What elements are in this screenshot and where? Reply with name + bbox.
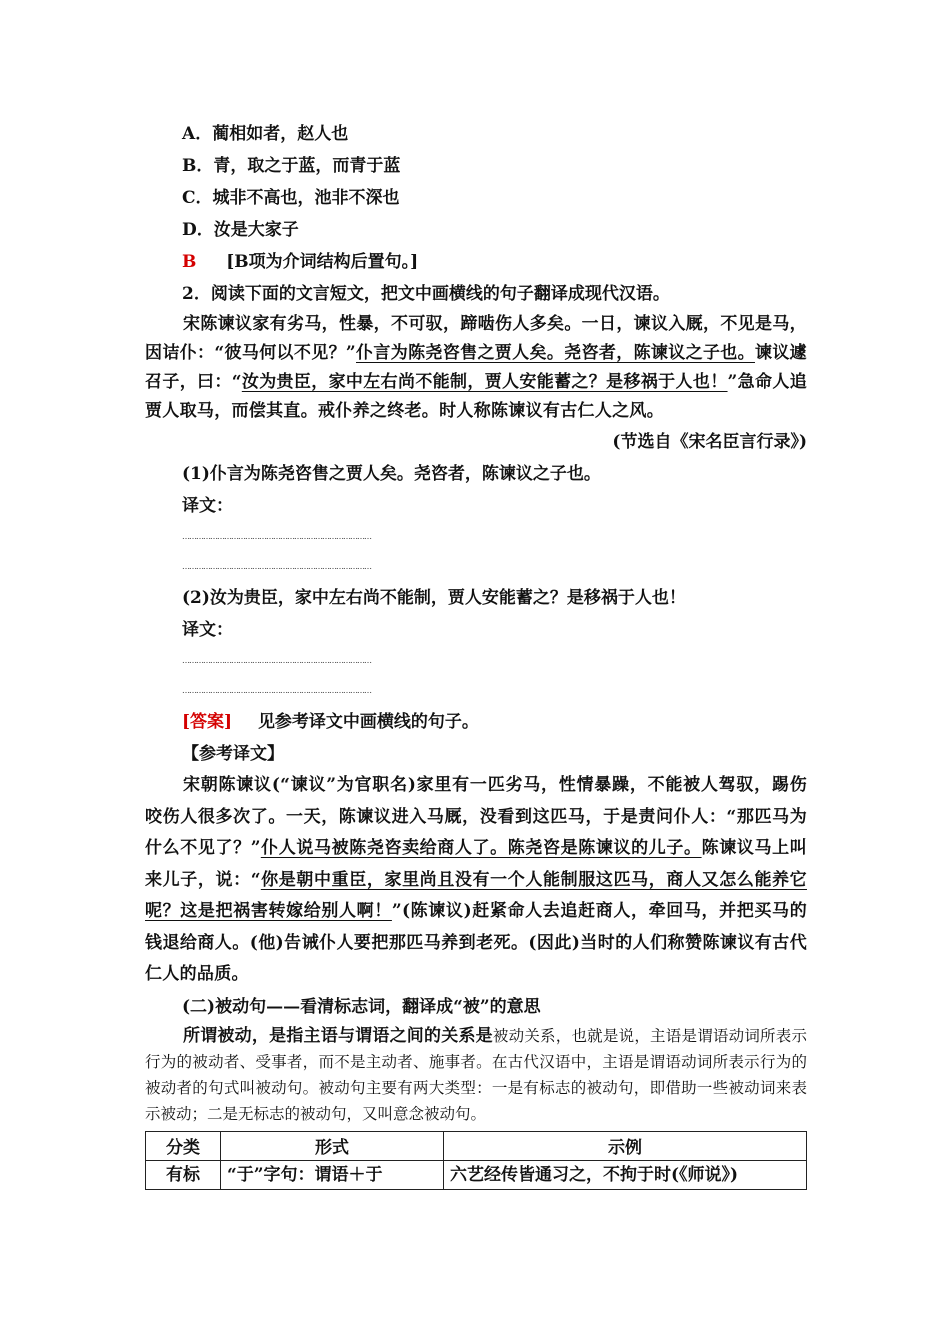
classical-passage (145, 310, 807, 426)
table-row (146, 1160, 807, 1189)
answer-line-2b: ……………………………………………………………………… (182, 686, 371, 695)
table-cell-example: 六艺经传皆通习之，不拘于时(《师说》) (444, 1160, 807, 1189)
answer-explanation: [B项为介词结构后置句。] (226, 252, 419, 272)
reference-title: 【参考译文】 (182, 744, 284, 764)
table-header-category: 分类 (146, 1131, 221, 1160)
option-d: D．汝是大家子 (182, 220, 299, 240)
ref-underlined-2: 你是朝中重臣，家里尚且没有一个人能制服这匹马，商人又怎么能养它呢？这是把祸害转嫁给别人啊！ (145, 869, 807, 921)
passage-part-3: ”急命人追贾人取马，而偿其直。戒仆养之终老。时人称陈谏议有古仁人之风。 (145, 372, 808, 421)
sub-question-2: (2)汝为贵臣，家中左右尚不能制，贾人安能蓄之？是移祸于人也！ (182, 588, 686, 608)
answer-1 (145, 246, 807, 278)
answer-2-text: 见参考译文中画横线的句子。 (257, 712, 479, 732)
reference-translation (145, 770, 807, 991)
answer-2 (145, 706, 807, 738)
passive-sentence-table (145, 1131, 807, 1190)
ref-part-3: ”(陈谏议)赶紧命人去追赶商人，牵回马，并把买马的钱退给商人。(他)告诫仆人要把那匹马养到老死。(因此)当时的人们称赞陈谏议有古代仁人的品质。 (145, 901, 807, 984)
table-cell-form: “于”字句：谓语＋于 (221, 1160, 444, 1189)
passage-part-1: 宋陈谏议家有劣马，性暴，不可驭，蹄啮伤人多矣。一日，谏议入厩，不见是马，因诘仆：“彼马何以不见？” (145, 314, 807, 363)
answer-line-2a: ……………………………………………………………………… (182, 656, 371, 665)
ref-part-2: 陈谏议马上叫来儿子，说：“ (145, 838, 807, 890)
passage-source: (节选自《宋名臣言行录》) (612, 432, 807, 452)
answer-line-1a: ……………………………………………………………………… (182, 532, 371, 541)
passage-underlined-1: 仆言为陈尧咨售之贾人矣。尧咨者，陈谏议之子也。 (356, 343, 755, 363)
answer-line-1b: ……………………………………………………………………… (182, 562, 371, 571)
section-title: (二)被动句——看清标志词，翻译成“被”的意思 (182, 996, 541, 1017)
ref-part-1: 宋朝陈谏议(“谏议”为官职名)家里有一匹劣马，性情暴躁，不能被人驾驭，踢伤咬伤人很多次了。一天，陈谏议进入马厩，没看到这匹马，于是责问仆人：“那匹马为什么不见了？” (145, 775, 807, 858)
passage-part-2: 谏议遽召子，曰：“ (145, 343, 807, 392)
document-page (145, 118, 807, 1190)
option-b: B．青，取之于蓝，而青于蓝 (182, 156, 401, 176)
table-header-form: 形式 (221, 1131, 444, 1160)
option-c: C．城非不高也，池非不深也 (182, 188, 400, 208)
question-2-title: 2．阅读下面的文言短文，把文中画横线的句子翻译成现代汉语。 (182, 284, 670, 304)
table-header-row (146, 1131, 807, 1160)
option-a: A．蔺相如者，赵人也 (182, 124, 349, 144)
section-intro (145, 1023, 807, 1127)
table-header-example: 示例 (444, 1131, 807, 1160)
answer-letter: B (182, 252, 197, 272)
table-cell-category: 有标 (146, 1160, 221, 1189)
answer-tag: [答案] (182, 712, 233, 732)
translation-label-1: 译文： (182, 496, 233, 516)
passage-underlined-2: 汝为贵臣，家中左右尚不能制，贾人安能蓄之？是移祸于人也！ (241, 372, 728, 392)
intro-rest: 被动关系，也就是说，主语是谓语动词所表示行为的被动者、受事者，而不是主动者、施事者。在古代汉语中，主语是谓语动词所表示行为的被动者的句式叫被动句。被动句主要有两大类型：一是有标志的被动句，即借助一些被动词来表示被动；二是无标志的被动句，又叫意念被动句。 (145, 1026, 807, 1123)
sub-question-1: (1)仆言为陈尧咨售之贾人矣。尧咨者，陈谏议之子也。 (182, 464, 601, 484)
ref-underlined-1: 仆人说马被陈尧咨卖给商人了。陈尧咨是陈谏议的儿子。 (260, 838, 702, 858)
intro-lead: 所谓被动，是指主语与谓语之间的关系是 (183, 1025, 493, 1046)
translation-label-2: 译文： (182, 620, 233, 640)
